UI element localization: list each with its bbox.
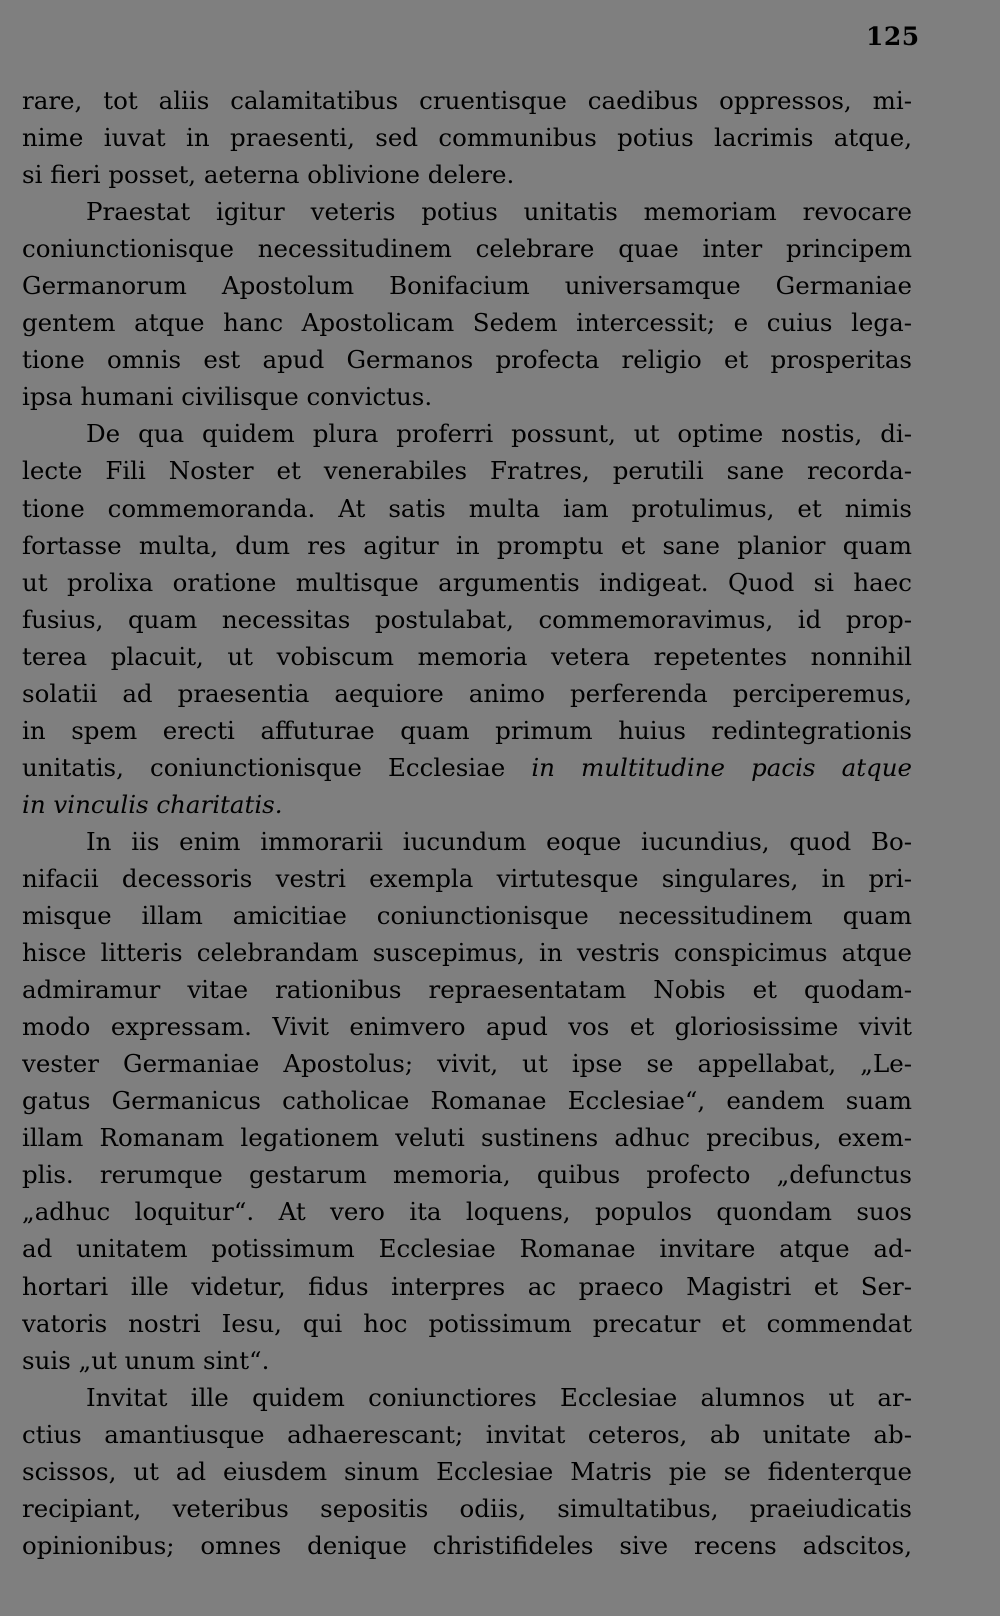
text-line	[22, 934, 912, 971]
line-text: illam Romanam legationem veluti sustinens adhuc precibus, exem-	[22, 1123, 912, 1153]
line-text: misque illam amicitiae coniunctionisque necessitudinem quam	[22, 901, 912, 931]
line-text: De qua quidem plura proferri possunt, ut optime nostis, di-	[86, 419, 912, 449]
line-text: Praestat igitur veteris potius unitatis memoriam revocare	[86, 197, 912, 227]
text-line	[22, 638, 912, 675]
text-line	[22, 786, 912, 823]
text-line	[22, 675, 912, 712]
text-line	[22, 1193, 912, 1230]
text-line	[22, 415, 912, 452]
text-line	[22, 230, 912, 267]
line-italic-text: in vinculis charitatis.	[22, 789, 283, 819]
text-line	[22, 452, 912, 489]
text-line	[22, 1527, 912, 1564]
line-text: vatoris nostri Iesu, qui hoc potissimum precatur et commendat	[22, 1308, 912, 1338]
text-line	[22, 267, 912, 304]
line-text: Invitat ille quidem coniunctiores Ecclesiae alumnos ut ar-	[86, 1382, 912, 1412]
line-text: terea placuit, ut vobiscum memoria vetera repetentes nonnihil	[22, 641, 912, 671]
line-text: ad unitatem potissimum Ecclesiae Romanae invitare atque ad-	[22, 1234, 912, 1264]
text-line	[22, 82, 912, 119]
text-line	[22, 1305, 912, 1342]
text-line	[22, 860, 912, 897]
line-text: modo expressam. Vivit enimvero apud vos et gloriosissime vivit	[22, 1012, 912, 1042]
text-line	[22, 564, 912, 601]
text-line	[22, 1379, 912, 1416]
line-text: ut prolixa oratione multisque argumentis indigeat. Quod si haec	[22, 567, 912, 597]
line-text: plis. rerumque gestarum memoria, quibus profecto „defunctus	[22, 1160, 912, 1190]
line-text: hortari ille videtur, fidus interpres ac praeco Magistri et Ser-	[22, 1271, 912, 1301]
line-text: vester Germaniae Apostolus; vivit, ut ipse se appellabat, „Le-	[22, 1049, 912, 1079]
page-number: 125	[866, 22, 920, 51]
text-line	[22, 341, 912, 378]
line-text: In iis enim immorarii iucundum eoque iucundius, quod Bo-	[86, 826, 912, 856]
line-text: ipsa humani civilisque convictus.	[22, 382, 433, 412]
text-line	[22, 1342, 912, 1379]
text-line	[22, 1045, 912, 1082]
text-line	[22, 119, 912, 156]
body-text	[22, 82, 912, 1564]
text-line	[22, 304, 912, 341]
line-text: tione omnis est apud Germanos profecta religio et prosperitas	[22, 345, 912, 375]
text-line	[22, 378, 912, 415]
text-line	[22, 1268, 912, 1305]
line-text: fusius, quam necessitas postulabat, commemoravimus, id prop-	[22, 604, 912, 634]
line-text: ctius amantiusque adhaerescant; invitat ceteros, ab unitate ab-	[22, 1419, 912, 1449]
line-text: unitatis, coniunctionisque Ecclesiae	[22, 752, 532, 782]
line-italic-text: in multitudine pacis atque	[531, 752, 912, 782]
line-text: admiramur vitae rationibus repraesentatam Nobis et quodam-	[22, 975, 912, 1005]
line-text: fortasse multa, dum res agitur in promptu et sane planior quam	[22, 530, 912, 560]
line-text: nifacii decessoris vestri exempla virtutesque singulares, in pri-	[22, 863, 912, 893]
line-text: rare, tot aliis calamitatibus cruentisque caedibus oppressos, mi-	[22, 86, 912, 115]
line-text: scissos, ut ad eiusdem sinum Ecclesiae Matris pie se fidenterque	[22, 1456, 912, 1486]
text-line	[22, 601, 912, 638]
text-line	[22, 1156, 912, 1193]
line-text: nime iuvat in praesenti, sed communibus potius lacrimis atque,	[22, 123, 912, 153]
text-line	[22, 1119, 912, 1156]
line-text: suis „ut unum sint“.	[22, 1345, 270, 1375]
line-text: lecte Fili Noster et venerabiles Fratres, perutili sane recorda-	[22, 456, 912, 486]
line-text: solatii ad praesentia aequiore animo perferenda perciperemus,	[22, 678, 912, 708]
line-text: si fieri posset, aeterna oblivione delere.	[22, 160, 515, 190]
line-text: in spem erecti affuturae quam primum huius redintegrationis	[22, 715, 912, 745]
text-line	[22, 1082, 912, 1119]
line-text: opinionibus; omnes denique christifideles sive recens adscitos,	[22, 1530, 912, 1560]
line-text: tione commemoranda. At satis multa iam protulimus, et nimis	[22, 493, 912, 523]
line-text: „adhuc loquitur“. At vero ita loquens, populos quondam suos	[22, 1197, 912, 1227]
text-line	[22, 1230, 912, 1267]
line-text: hisce litteris celebrandam suscepimus, in vestris conspicimus atque	[22, 938, 912, 968]
line-text: coniunctionisque necessitudinem celebrare quae inter principem	[22, 234, 912, 264]
line-text: gentem atque hanc Apostolicam Sedem intercessit; e cuius lega-	[22, 308, 912, 338]
text-line	[22, 193, 912, 230]
text-line	[22, 971, 912, 1008]
text-line	[22, 1008, 912, 1045]
line-text: Germanorum Apostolum Bonifacium universamque Germaniae	[22, 271, 912, 301]
text-line	[22, 1490, 912, 1527]
text-line	[22, 1416, 912, 1453]
line-text: gatus Germanicus catholicae Romanae Ecclesiae“, eandem suam	[22, 1086, 912, 1116]
text-line	[22, 1453, 912, 1490]
line-text: recipiant, veteribus sepositis odiis, simultatibus, praeiudicatis	[22, 1493, 912, 1523]
text-line	[22, 490, 912, 527]
text-line	[22, 749, 912, 786]
text-line	[22, 712, 912, 749]
text-line	[22, 156, 912, 193]
text-line	[22, 823, 912, 860]
text-line	[22, 527, 912, 564]
text-line	[22, 897, 912, 934]
